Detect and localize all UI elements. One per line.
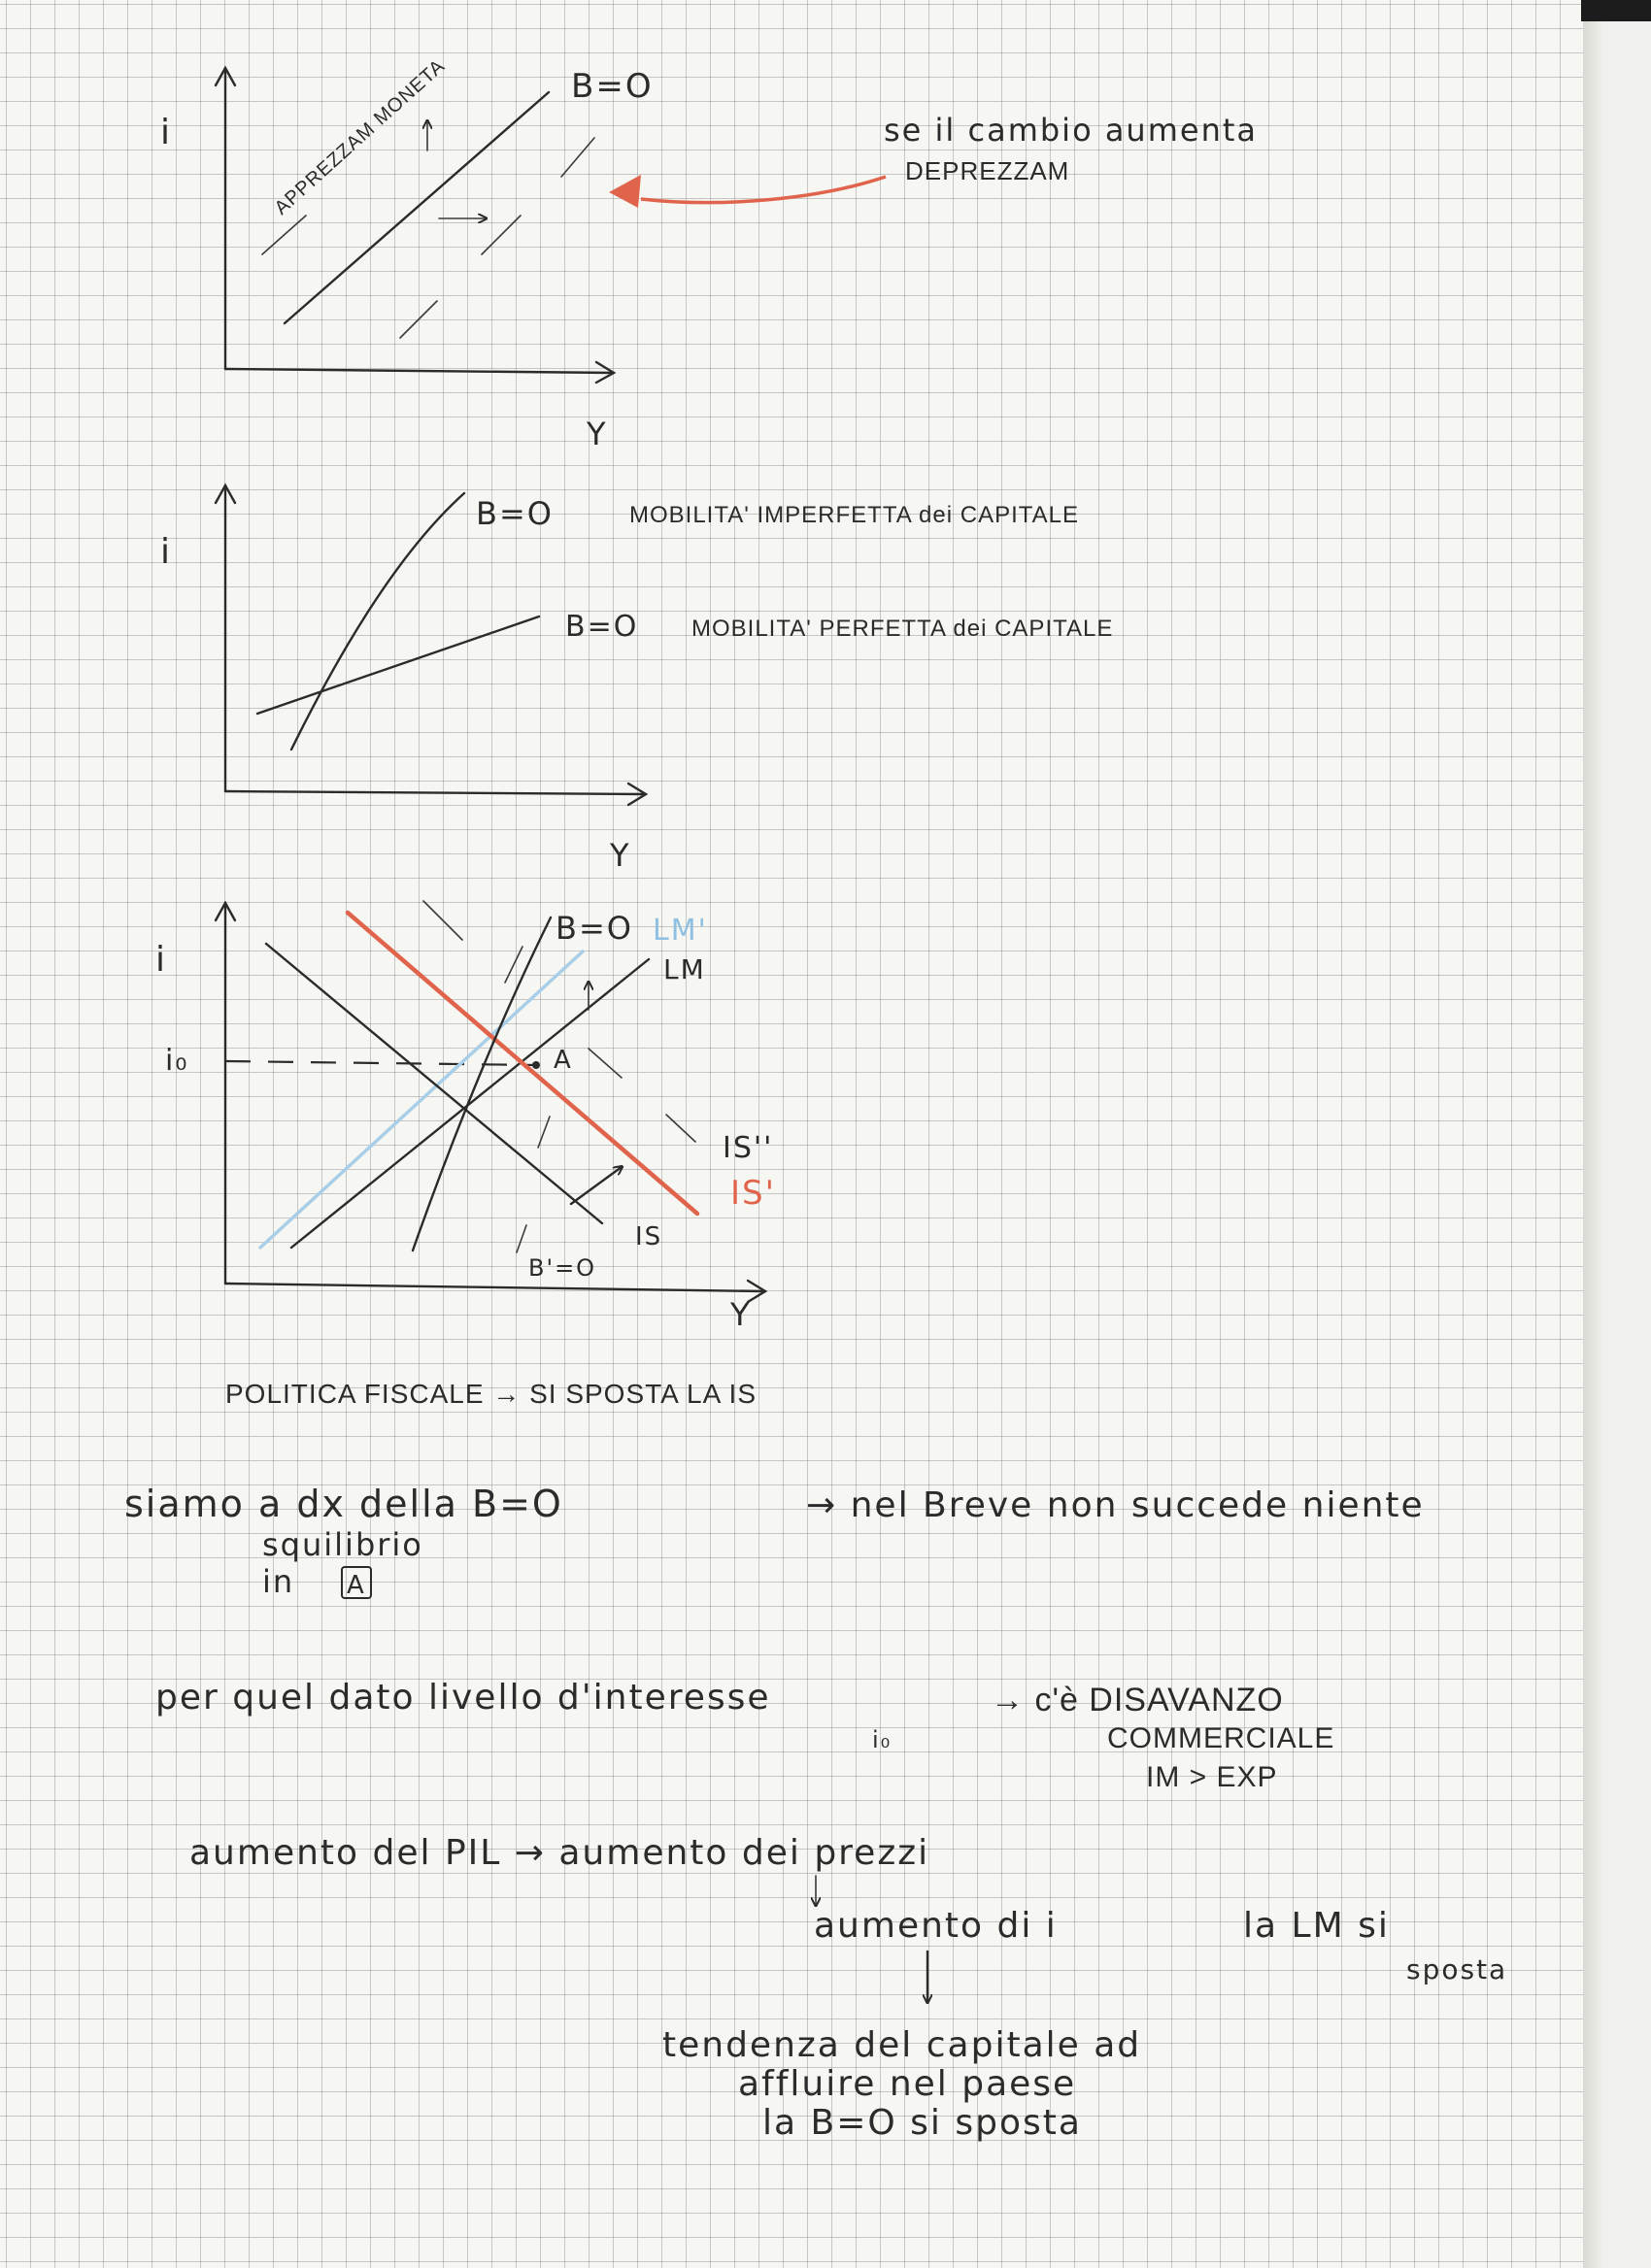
fig1-shifted-dash-4 bbox=[561, 138, 594, 177]
fig1-y-label: i bbox=[160, 113, 173, 152]
fig2-steep-bp-curve bbox=[291, 493, 464, 750]
fig1-bp-curve bbox=[285, 92, 549, 323]
figure-3-is-lm-bp bbox=[155, 901, 776, 1333]
note-pil-prices: aumento del PIL → aumento dei prezzi bbox=[189, 1833, 930, 1873]
note-aumento-i: aumento di i bbox=[814, 1906, 1058, 1946]
fig3-is2-dash-2 bbox=[589, 1049, 622, 1078]
fig3-is2-dash-1 bbox=[423, 901, 462, 940]
note-commerciale: COMMERCIALE bbox=[1107, 1722, 1335, 1754]
fig3-bp2-dash-1 bbox=[505, 947, 522, 983]
fig3-bp2-dash-2 bbox=[538, 1117, 550, 1148]
note-interest-level: per quel dato livello d'interesse bbox=[155, 1678, 771, 1718]
fig3-i0-dashed-line bbox=[225, 1061, 536, 1065]
fig3-is-label: IS bbox=[635, 1222, 663, 1251]
note-in: in bbox=[262, 1563, 295, 1600]
note-i0-subscript: i₀ bbox=[872, 1726, 893, 1753]
fig3-lm-prime-label: LM' bbox=[653, 914, 708, 948]
note-im-exp: IM > EXP bbox=[1146, 1761, 1278, 1793]
note-lm-shift: la LM si bbox=[1243, 1906, 1390, 1946]
fig1-curve-label: B=O bbox=[571, 67, 654, 106]
fig1-shifted-dash-3 bbox=[482, 216, 521, 254]
fig2-flat-label: B=O bbox=[565, 610, 639, 644]
note-tendency-1: tendenza del capitale ad bbox=[662, 2025, 1142, 2065]
fig3-shift-arrow bbox=[571, 1167, 622, 1204]
fig3-lm-prime-curve bbox=[260, 951, 583, 1248]
fig2-y-label: i bbox=[160, 532, 173, 572]
fig1-red-pointer bbox=[641, 177, 886, 203]
note-tendency-3: la B=O si sposta bbox=[762, 2103, 1082, 2143]
fig1-diagonal-label: APPREZZAM MONETA bbox=[270, 54, 450, 219]
fig1-note-line1: se il cambio aumenta bbox=[884, 112, 1258, 149]
fig2-flat-desc: MOBILITA' PERFETTA dei CAPITALE bbox=[691, 616, 1114, 642]
note-fiscal-policy: POLITICA FISCALE → SI SPOSTA LA IS bbox=[225, 1379, 757, 1409]
fig3-is-double-prime-label: IS'' bbox=[723, 1131, 774, 1165]
fig3-point-a-label: A bbox=[554, 1046, 573, 1075]
note-sposta: sposta bbox=[1406, 1953, 1508, 1985]
fig3-is2-dash-3 bbox=[666, 1115, 695, 1142]
fig3-bp-prime-label: B'=O bbox=[528, 1254, 597, 1282]
fig3-bp-label: B=O bbox=[556, 910, 633, 947]
notes bbox=[124, 1379, 1507, 2143]
note-short-run: → nel Breve non succede niente bbox=[806, 1485, 1425, 1525]
fig2-steep-desc: MOBILITA' IMPERFETTA dei CAPITALE bbox=[629, 502, 1080, 528]
fig3-is-prime-label: IS' bbox=[730, 1174, 776, 1213]
fig2-flat-bp-curve bbox=[257, 617, 539, 714]
fig3-y-label: i bbox=[155, 940, 168, 980]
fig1-red-arrowhead bbox=[609, 175, 641, 208]
figure-1-bp-shift bbox=[160, 55, 1258, 452]
fig2-x-label: Y bbox=[610, 837, 631, 874]
note-squilibrio: squilibrio bbox=[262, 1526, 423, 1563]
fig1-shifted-dash-2 bbox=[400, 301, 437, 338]
fig1-note-line2: DEPREZZAM bbox=[905, 156, 1070, 185]
note-tendency-2: affluire nel paese bbox=[738, 2064, 1077, 2104]
fig3-i0-label: i₀ bbox=[165, 1044, 189, 1078]
note-right-of-bp: siamo a dx della B=O bbox=[124, 1483, 563, 1525]
fig3-x-label: Y bbox=[730, 1296, 752, 1333]
fig2-x-axis bbox=[225, 791, 646, 794]
fig3-point-a-dot bbox=[532, 1061, 540, 1069]
note-deficit: → c'è DISAVANZO bbox=[991, 1682, 1284, 1718]
fig1-x-axis bbox=[225, 369, 614, 373]
fig3-x-axis bbox=[225, 1284, 765, 1291]
fig3-lm-label: LM bbox=[663, 953, 706, 985]
fig3-lm-curve bbox=[291, 959, 649, 1248]
note-boxed-a: A bbox=[347, 1571, 366, 1600]
fig1-x-label: Y bbox=[587, 416, 608, 452]
fig3-bp2-dash-3 bbox=[517, 1225, 526, 1252]
fig1-shifted-dash-1 bbox=[262, 216, 306, 254]
figure-2-capital-mobility bbox=[160, 485, 1113, 874]
fig2-steep-label: B=O bbox=[476, 495, 554, 532]
